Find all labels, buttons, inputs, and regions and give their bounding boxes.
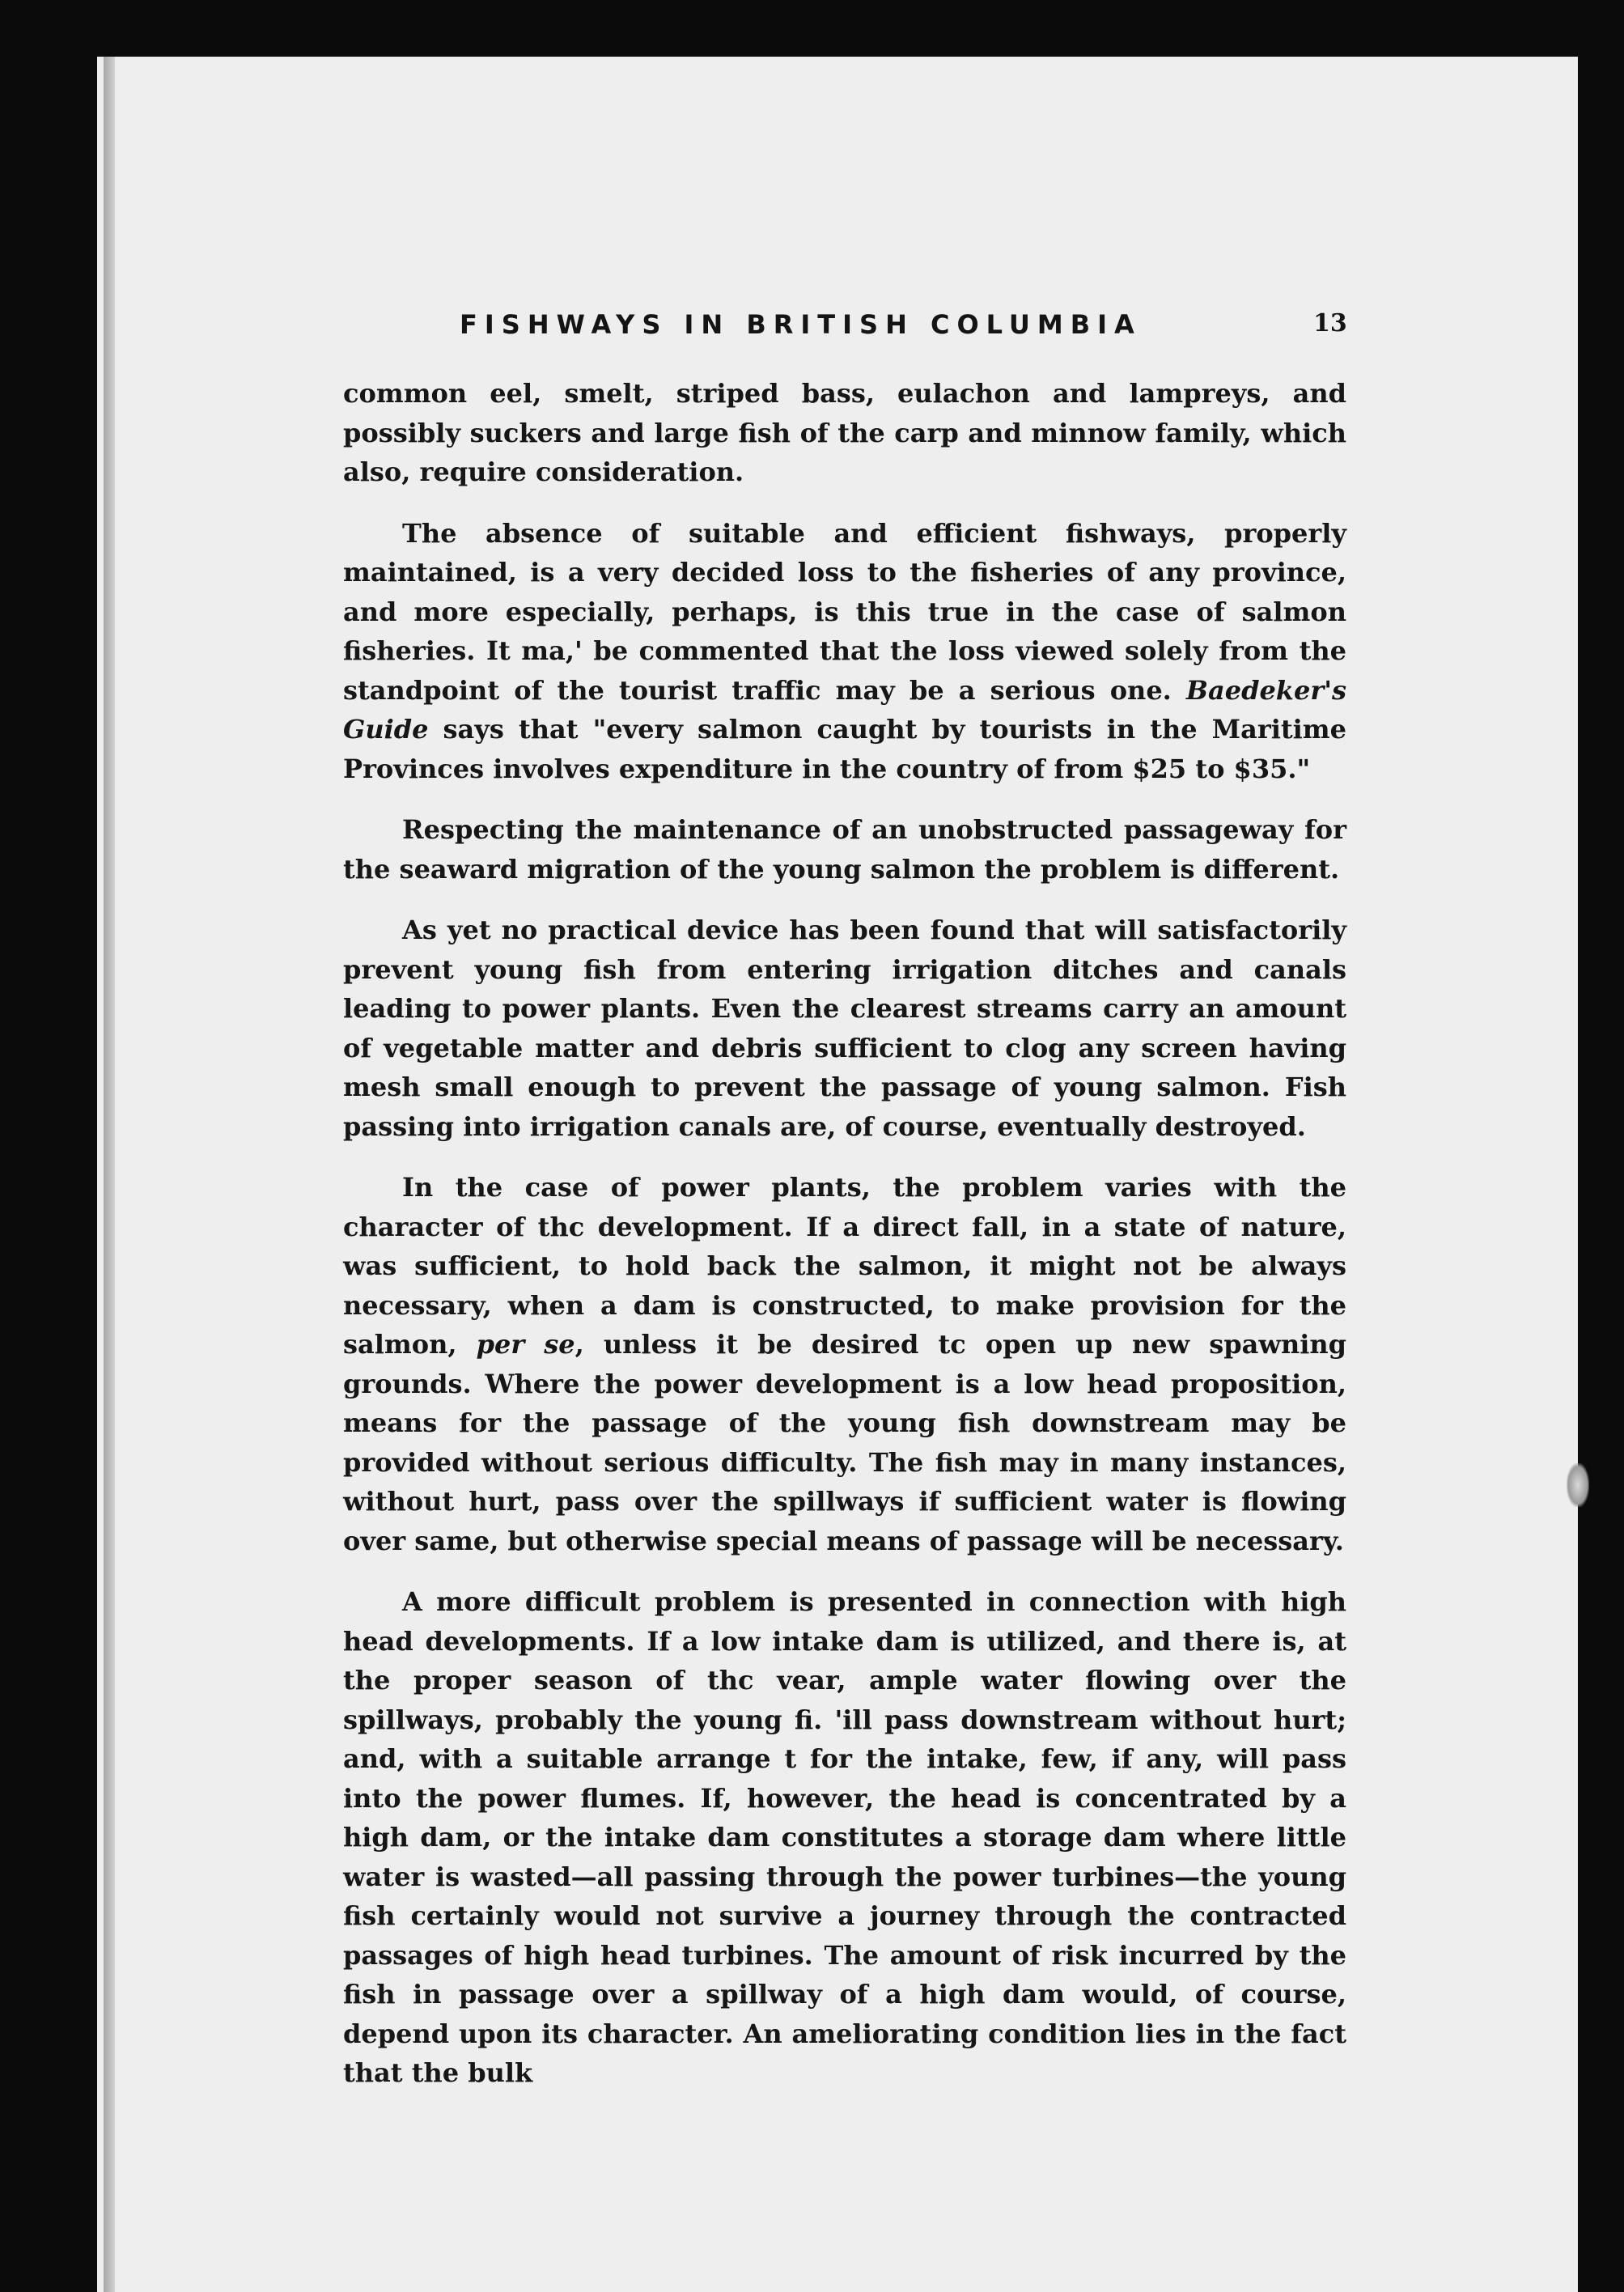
binding-gutter: [104, 57, 115, 2292]
paragraph-2-part-1: The absence of suitable and efficient fishways, properly maintained, is a very decided loss to the fisheries of any province, and more especially, perhaps, is this true in the case of salmon fisheries. It ma,' be commented that the loss viewed solely from the standpoint of the tourist traffic may be a serious one.: [343, 517, 1346, 706]
paragraph-5: [343, 1168, 1346, 1560]
page-number: 13: [1313, 309, 1347, 337]
paragraph-2: [343, 514, 1346, 789]
paragraph-6: A more difficult problem is presented in connection with high head developments. If a low intake dam is utilized, and there is, at the proper season of thc vear, ample water flowing over the spillways, probably the young fi. 'ill pass downstream without hurt; and, with a suitable arrange t for the intake, few, if any, will pass into the power flumes. If, however, the head is concentrated by a high dam, or the intake dam constitutes a storage dam where little water is wasted—all passing through the power turbines—the young fish certainly would not survive a journey through the contracted passages of high head turbines. The amount of risk incurred by the fish in passage over a spillway of a high dam would, of course, depend upon its character. An ameliorating condition lies in the fact that the bulk: [343, 1586, 1346, 2088]
paper-scrap: [1567, 1463, 1589, 1507]
paragraph-5-part-1: In the case of power plants, the problem varies with the character of thc development. If a direct fall, in a state of nature, was sufficient, to hold back the salmon, it might not be always necessary, when a dam is constructed, to make provision for the salmon,: [343, 1172, 1346, 1360]
per-se-italic: per se: [476, 1329, 575, 1360]
baedekers-guide-title: Baedeker's Guide: [343, 674, 1346, 745]
paragraph-2-part-2: says that "every salmon caught by tourists in the Maritime Provinces involves expenditure in the country of from $25 to $35.": [343, 714, 1346, 784]
scan-border-right: [1578, 57, 1624, 2292]
body-text: [343, 374, 1346, 2093]
running-head: FISHWAYS IN BRITISH COLUMBIA: [460, 309, 1142, 340]
paragraph-3: Respecting the maintenance of an unobstructed passageway for the seaward migration of the young salmon the problem is different.: [343, 814, 1346, 885]
paragraph-1: common eel, smelt, striped bass, eulachon and lampreys, and possibly suckers and large fish of the carp and minnow family, which also, require consideration.: [343, 378, 1346, 487]
paragraph-4: As yet no practical device has been found that will satisfactorily prevent young fish from entering irrigation ditches and canals leading to power plants. Even the clearest streams carry an amount of vegetable matter and debris sufficient to clog any screen having mesh small enough to prevent the passage of young salmon. Fish passing into irrigation canals are, of course, eventually destroyed.: [343, 915, 1346, 1142]
paragraph-5-part-2: , unless it be desired tc open up new spawning grounds. Where the power development is a low head proposition, means for the passage of the young fish downstream may be provided without serious difficulty. The fish may in many instances, without hurt, pass over the spillways if sufficient water is flowing over same, but otherwise special means of passage will be necessary.: [343, 1329, 1347, 1556]
